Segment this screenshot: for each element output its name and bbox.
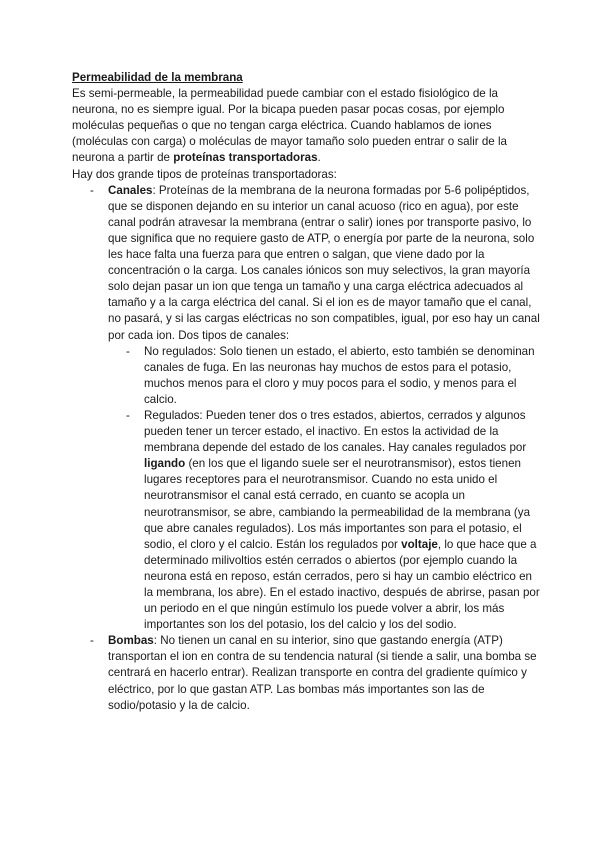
canales-text: : Proteínas de la membrana de la neurona formadas por 5-6 polipéptidos, que se disponen dejando en su interior un canal acuoso (rico en agua), por este canal podrán atravesar la membrana (entrar o salir) iones por transporte pasivo, lo que significa que no requiere gasto de ATP, o energía por parte de la neurona, solo les hace falta una fuerza para que entren o salgan, que viene dado por la concentración o la carga. Los canales iónicos son muy selectivos, la gran mayoría solo dejan pasar un ion que tenga un tamaño y una carga eléctrica adecuados al tamaño y a la carga eléctrica del canal. Si el ion es de mayor tamaño que el canal, no pasará, y si las cargas eléctricas no son compatibles, igual, por eso hay un canal por cada ion. Dos tipos de canales:: [108, 183, 540, 342]
regulados-text-2: (en los que el ligando suele ser el neurotransmisor), estos tienen lugares receptores para el neurotransmisor. Cuando no esta unido el neurotransmisor el canal está cerrado, en cuanto se acopla un neurotransmisor, se abre, cambiando la permeabilidad de la membrana (ya que abre canales regulados). Los más importantes son para el potasio, el sodio, el cloro y el calcio. Están los regulados por: [144, 457, 531, 551]
intro-paragraph: [72, 86, 540, 166]
regulados-text-3: , lo que hace que a determinado milivoltios estén cerrados o abiertos (por ejemplo cuando la neurona está en reposo, están cerrados, pero si hay un cambio eléctrico en la membrana, los abre). En el estado inactivo, después de abrirse, pasan por un periodo en el que ningún estímulo los puede volver a abrir, los más importantes son los del potasio, los del calcio y los del sodio.: [144, 537, 540, 632]
bullet-dash: -: [90, 634, 94, 648]
list-item-no-regulados: [126, 344, 540, 408]
bullet-dash: -: [90, 183, 94, 197]
regulados-bold-ligando: ligando: [144, 457, 186, 471]
bombas-text: : No tienen un canal en su interior, sino que gastando energía (ATP) transportan el ion en contra de su tendencia natural (si tiende a salir, una bomba se centrará en hacerlo entrar). Realizan transporte en contra del gradiente químico y eléctrico, por lo que gastan ATP. Las bombas más importantes son las de sodio/potasio y la de calcio.: [108, 634, 537, 712]
intro-bold-term: proteínas transportadoras: [173, 151, 318, 165]
bullet-dash: -: [126, 408, 130, 422]
regulados-bold-voltaje: voltaje: [401, 537, 438, 551]
list-item-canales: [90, 183, 540, 634]
list-item-regulados: [126, 408, 540, 633]
no-regulados-text: No regulados: Solo tienen un estado, el abierto, esto también se denominan canales de fuga. En las neuronas hay muchos de estos para el potasio, muchos menos para el cloro y muy pocos para el sodio, y menos para el calcio.: [144, 344, 535, 406]
bombas-term: Bombas: [108, 634, 154, 648]
canales-term: Canales: [108, 183, 153, 197]
intro-text: Es semi-permeable, la permeabilidad puede cambiar con el estado fisiológico de la neurona, no es siempre igual. Por la bicapa pueden pasar pocas cosas, por ejemplo moléculas pequeñas o que no tengan carga eléctrica. Cuando hablamos de iones (moléculas con carga) o moléculas de mayor tamaño solo pueden entrar o salir de la neurona a partir de: [72, 87, 507, 165]
regulados-text-1: Regulados: Pueden tener dos o tres estados, abiertos, cerrados y algunos pueden tener un tercer estado, el inactivo. En estos la actividad de la membrana depende del estado de los canales. Hay canales regulados por: [144, 408, 527, 455]
intro-end: .: [317, 151, 321, 165]
protein-types-list: [72, 183, 540, 714]
channel-types-list: [108, 344, 540, 634]
types-intro: Hay dos grande tipos de proteínas transportadoras:: [72, 167, 337, 181]
list-item-bombas: [90, 633, 540, 713]
section-title: Permeabilidad de la membrana: [72, 71, 243, 84]
bullet-dash: -: [126, 344, 130, 358]
